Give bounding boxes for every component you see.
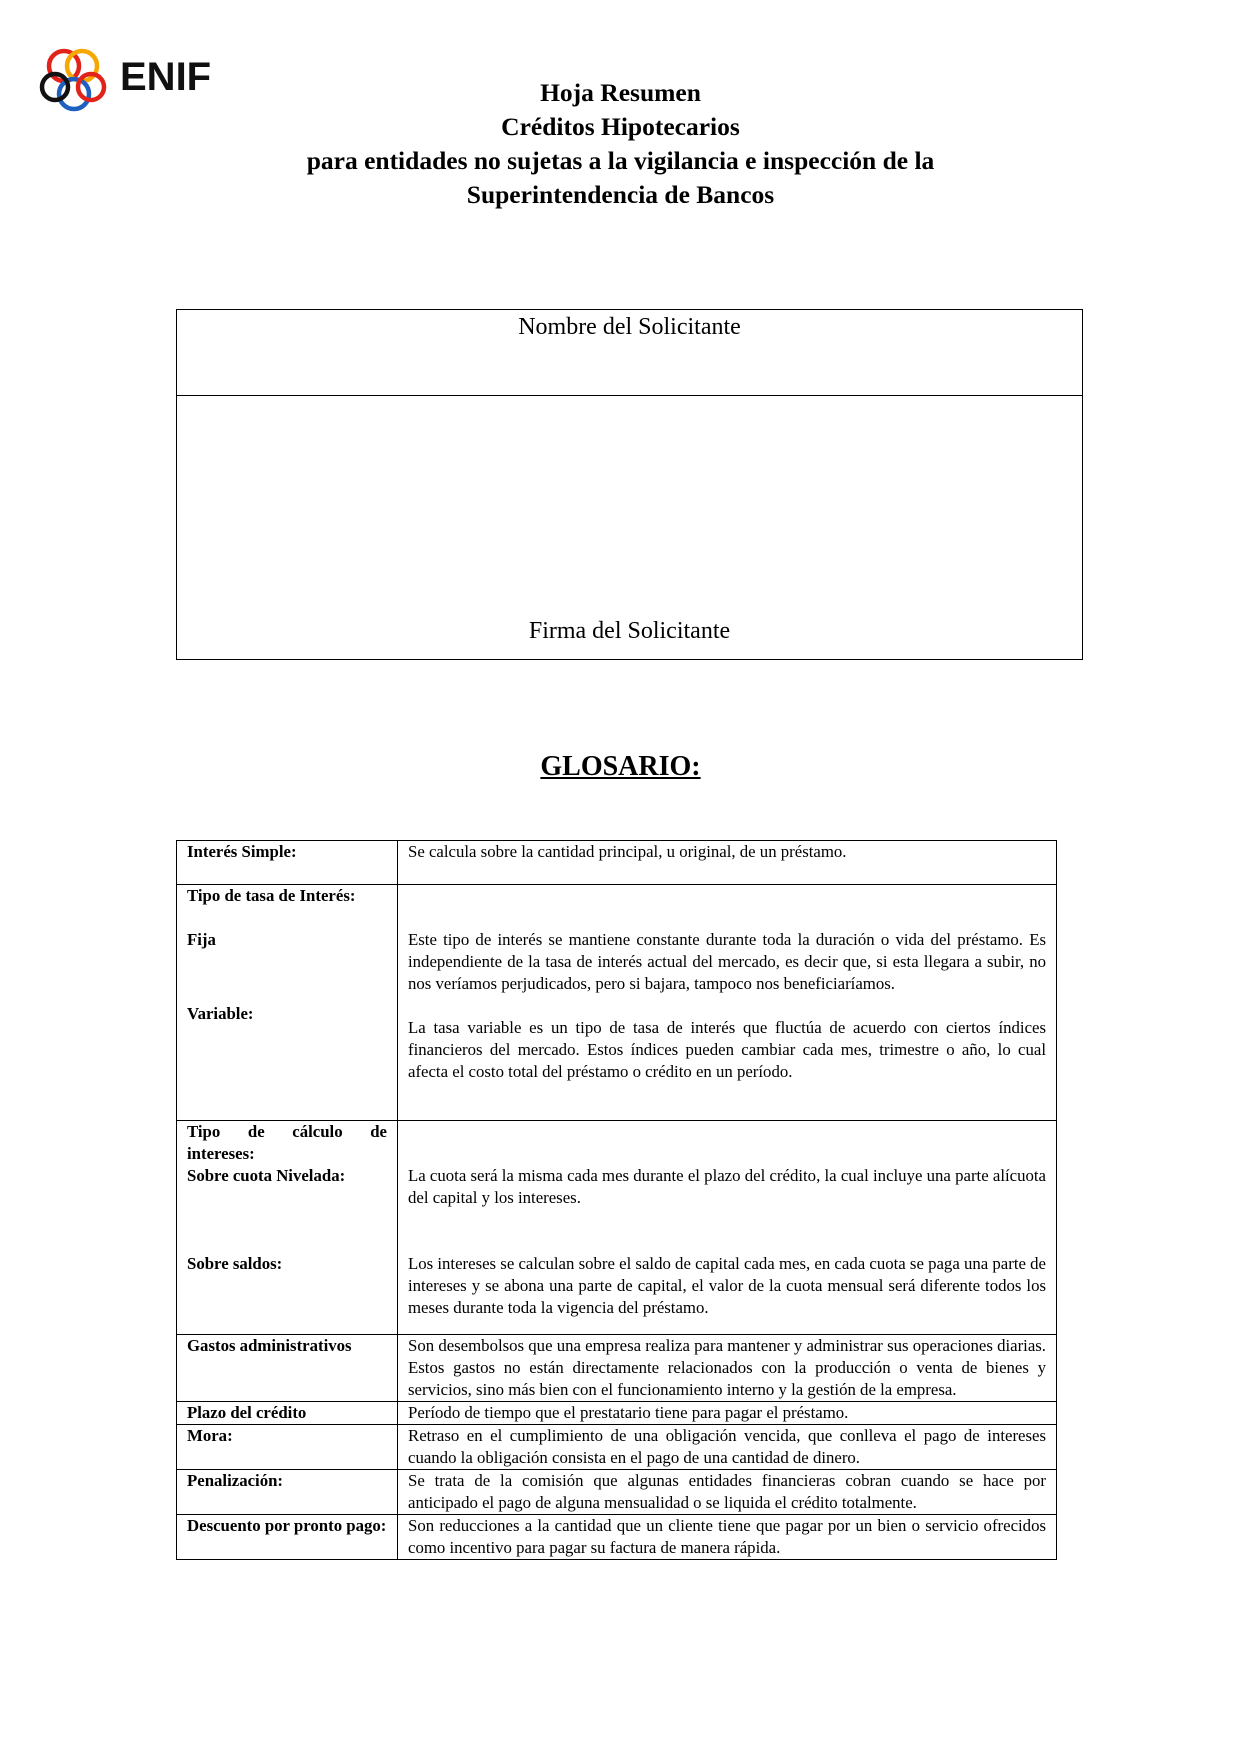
glossary-term-group [177,1121,398,1335]
glossary-definition: Período de tiempo que el prestatario tiene para pagar el préstamo. [398,1402,1057,1425]
glossary-row [177,1121,1057,1335]
applicant-signature-box [176,309,1083,660]
glossary-definition: Son reducciones a la cantidad que un cliente tiene que pagar por un bien o servicio ofrecidos como incentivo para pagar su factura de manera rápida. [398,1515,1057,1560]
header-subtitle: Créditos Hipotecarios [501,112,740,141]
glossary-definition: Los intereses se calculan sobre el saldo de capital cada mes, en cada cuota se paga una parte de intereses y se abona una parte de capital, el valor de la cuota mensual será diferente todos los meses durante toda la vigencia del préstamo. [408,1254,1046,1317]
glossary-subterm: Sobre cuota Nivelada: [187,1166,346,1185]
glossary-term: Interés Simple: [177,841,398,885]
applicant-signature-label: Firma del Solicitante [528,618,731,644]
glossary-term: Tipo de tasa de Interés: [187,886,356,905]
glossary-row [177,1425,1057,1470]
glossary-subterm: Variable: [187,1004,254,1023]
glossary-definition: Retraso en el cumplimiento de una obligación vencida, que conlleva el pago de intereses cuando la obligación consista en el pago de una cantidad de dinero. [398,1425,1057,1470]
glossary-row [177,1515,1057,1560]
applicant-name-label: Nombre del Solicitante [518,314,741,340]
glossary-table [176,840,1057,1560]
glossary-title: GLOSARIO: [540,751,701,782]
glossary-definition: Se trata de la comisión que algunas entidades financieras cobran cuando se hace por anticipado el pago de alguna mensualidad o se liquida el crédito totalmente. [398,1470,1057,1515]
glossary-term: Descuento por pronto pago: [177,1515,398,1560]
glossary-row [177,1402,1057,1425]
logo-text: ENIF [120,55,212,99]
glossary-definition-group [398,1121,1057,1335]
header-line-4: Superintendencia de Bancos [466,180,775,209]
glossary-term: Tipo de cálculo de intereses: [187,1122,387,1163]
glossary-row [177,885,1057,1121]
glossary-definition: Este tipo de interés se mantiene constante durante toda la duración o vida del préstamo. Es independiente de la tasa de interés actual del mercado, es decir que, si esta llegara a subir, no nos veríamos perjudicados, pero si bajara, tampoco nos beneficiaríamos. [408,930,1046,993]
glossary-definition: Son desembolsos que una empresa realiza para mantener y administrar sus operaciones diarias. Estos gastos no están directamente relacionados con la producción o venta de bienes y servicios, sino más bien con el funcionamiento interno y la gestión de la empresa. [398,1335,1057,1402]
glossary-term: Gastos administrativos [177,1335,398,1402]
glossary-term: Mora: [177,1425,398,1470]
glossary-subterm: Sobre saldos: [187,1254,283,1273]
applicant-signature-cell[interactable] [177,396,1082,659]
glossary-definition: La cuota será la misma cada mes durante el plazo del crédito, la cual incluye una parte alícuota del capital y los intereses. [408,1166,1046,1207]
glossary-term: Penalización: [177,1470,398,1515]
glossary-term: Plazo del crédito [177,1402,398,1425]
glossary-definition: La tasa variable es un tipo de tasa de interés que fluctúa de acuerdo con ciertos índices financieros del mercado. Estos índices pueden cambiar cada mes, trimestre o año, lo cual afecta el costo total del préstamo o crédito en un período. [408,1018,1046,1081]
document-header [0,76,1241,212]
header-title: Hoja Resumen [540,78,701,107]
glossary-subterm: Fija [187,930,216,949]
glossary-row [177,1470,1057,1515]
applicant-name-cell[interactable] [177,310,1082,396]
header-line-3: para entidades no sujetas a la vigilancia e inspección de la [306,146,935,175]
glossary-definition-group [398,885,1057,1121]
glossary-row [177,841,1057,885]
glossary-term-group [177,885,398,1121]
glossary-definition: Se calcula sobre la cantidad principal, u original, de un préstamo. [398,841,1057,885]
glossary-row [177,1335,1057,1402]
